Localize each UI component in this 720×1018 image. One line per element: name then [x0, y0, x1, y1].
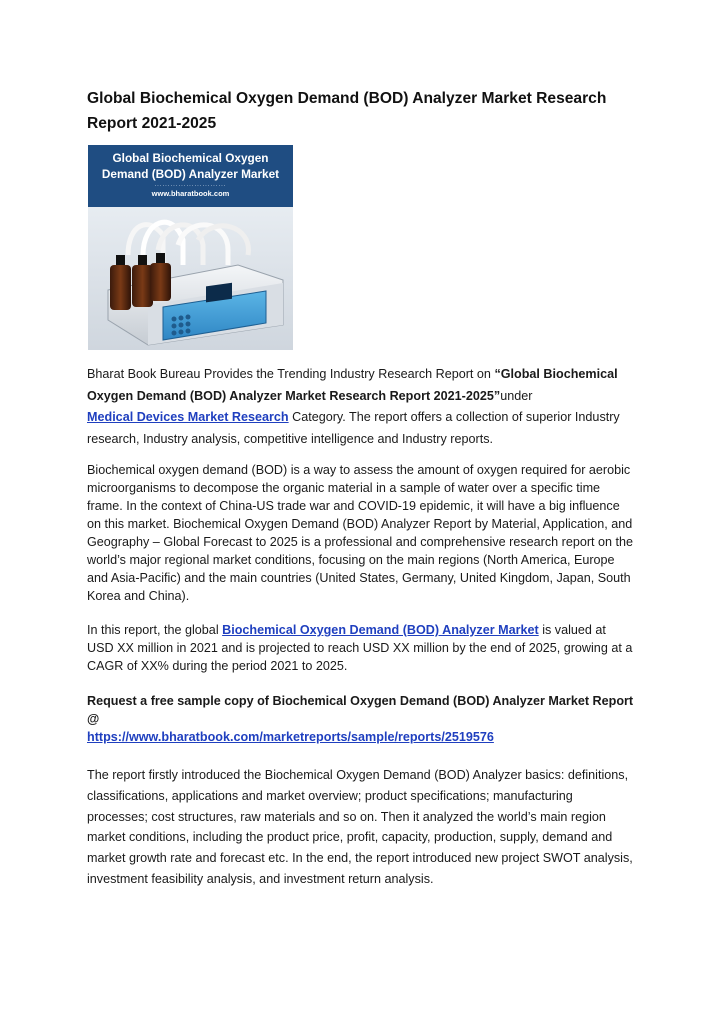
valuation-paragraph: [87, 621, 635, 675]
intro-paragraph: [87, 364, 635, 450]
sample-report-url-link[interactable]: https://www.bharatbook.com/marketreports/sample/reports/2519576: [87, 730, 494, 744]
description-paragraph: Biochemical oxygen demand (BOD) is a way to assess the amount of oxygen required for aerobic microorganisms to decompose the organic material in a sample of water over a specific time frame. In the context of China-US trade war and COVID-19 epidemic, it will have a big influence on this market. Biochemical Oxygen Demand (BOD) Analyzer Report by Material, Application, and Geography – Global Forecast to 2025 is a professional and comprehensive research report on the world’s major regional market conditions, focusing on the main regions (North America, Europe and Asia-Pacific) and the main countries (United States, Germany, United Kingdom, Japan, South Korea and China).: [87, 463, 634, 603]
cover-dots: ...........................: [154, 182, 227, 188]
summary-paragraph: The report firstly introduced the Biochemical Oxygen Demand (BOD) Analyzer basics: definitions, classifications, applications and market overview; product specifications; manufacturing processes; cost structures, raw materials and so on. Then it analyzed the world’s main region market conditions, including the product price, profit, capacity, production, supply, demand and market growth rate and forecast etc. In the end, the report introduced new project SWOT analysis, investment feasibility analysis, and investment return analysis.: [87, 768, 633, 886]
cover-website: www.bharatbook.com: [151, 189, 230, 198]
intro-text-under: under: [500, 388, 533, 403]
bod-analyzer-market-link[interactable]: Biochemical Oxygen Demand (BOD) Analyzer Market: [222, 623, 539, 637]
cover-banner: [88, 145, 293, 207]
cover-heading-line2: Demand (BOD) Analyzer Market: [101, 167, 280, 181]
report-title: Global Biochemical Oxygen Demand (BOD) Analyzer Market Research Report 2021-2025: [87, 90, 607, 132]
valuation-text-after: is valued at USD XX million in 2021 and is projected to reach USD XX million by the end of 2025, growing at a CAGR of XX% during the period 2021 to 2025.: [87, 623, 633, 673]
sample-request-paragraph: [87, 692, 635, 746]
cover-heading-line1: Global Biochemical Oxygen: [112, 151, 269, 165]
medical-devices-category-link[interactable]: Medical Devices Market Research: [87, 410, 289, 424]
valuation-text-before: In this report, the global: [87, 623, 223, 637]
report-cover-image: [88, 145, 293, 350]
intro-text-before: Bharat Book Bureau Provides the Trending Industry Research Report on: [87, 367, 495, 381]
bod-analyzer-illustration: [88, 195, 293, 350]
intro-text-after: Category. The report offers a collection of superior Industry research, Industry analysis, competitive intelligence and Industry reports.: [87, 410, 620, 446]
intro-report-name: “Global Biochemical Oxygen Demand (BOD) Analyzer Market Research Report 2021-2025”: [87, 367, 618, 403]
sample-request-text: Request a free sample copy of Biochemical Oxygen Demand (BOD) Analyzer Market Report @: [87, 694, 634, 726]
